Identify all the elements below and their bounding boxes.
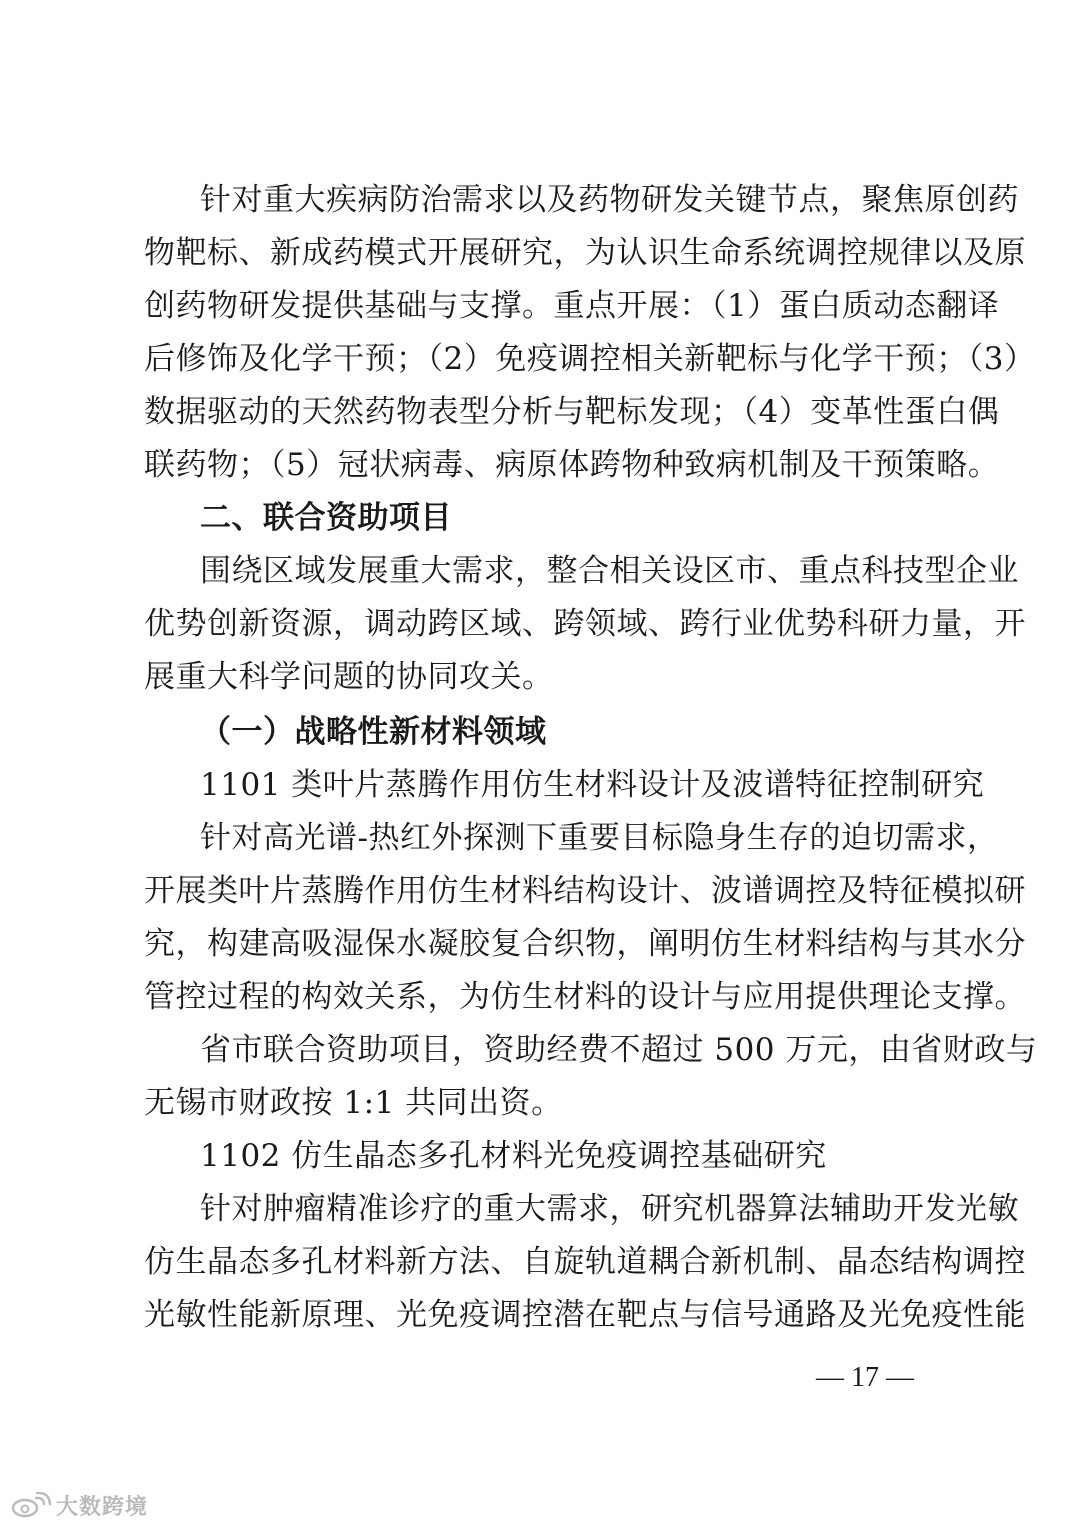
paragraph-line: 究，构建高吸湿保水凝胶复合织物，阐明仿生材料结构与其水分 [144,926,1026,962]
paragraph-line: 后修饰及化学干预；（2）免疫调控相关新靶标与化学干预；（3） [144,341,1036,377]
paragraph-line: 围绕区域发展重大需求，整合相关设区市、重点科技型企业 [200,553,1019,589]
watermark-text: 大数跨境 [56,1494,149,1520]
paragraph-line: 针对重大疾病防治需求以及药物研发关键节点，聚焦原创药 [200,182,1019,218]
paragraph-line: 优势创新资源，调动跨区域、跨领域、跨行业优势科研力量，开 [144,606,1026,642]
paragraph-line: 光敏性能新原理、光免疫调控潜在靶点与信号通路及光免疫性能 [144,1297,1026,1333]
watermark [10,1490,148,1520]
paragraph-line: 开展类叶片蒸腾作用仿生材料结构设计、波谱调控及特征模拟研 [144,873,1026,909]
weibo-icon [10,1492,52,1518]
paragraph-line: 创药物研发提供基础与支撑。重点开展：（1）蛋白质动态翻译 [144,288,1000,324]
project-title: 1101 类叶片蒸腾作用仿生材料设计及波谱特征控制研究 [200,767,985,803]
paragraph-line: 展重大科学问题的协同攻关。 [144,659,554,695]
paragraph-line: 无锡市财政按 1:1 共同出资。 [144,1085,563,1121]
page-number: — 17 — [816,1362,914,1393]
subsection-heading: （一）战略性新材料领域 [200,714,547,750]
paragraph-line: 针对肿瘤精准诊疗的重大需求，研究机器算法辅助开发光敏 [200,1191,1019,1227]
paragraph-line: 仿生晶态多孔材料新方法、自旋轨道耦合新机制、晶态结构调控 [144,1244,1026,1280]
project-title: 1102 仿生晶态多孔材料光免疫调控基础研究 [200,1138,827,1174]
paragraph-line: 管控过程的构效关系，为仿生材料的设计与应用提供理论支撑。 [144,979,1026,1015]
paragraph-line: 物靶标、新成药模式开展研究，为认识生命系统调控规律以及原 [144,235,1026,271]
paragraph-line: 联药物；（5）冠状病毒、病原体跨物种致病机制及干预策略。 [144,447,1000,483]
section-heading: 二、联合资助项目 [200,500,452,536]
paragraph-line: 省市联合资助项目，资助经费不超过 500 万元，由省财政与 [200,1032,1038,1068]
paragraph-line: 数据驱动的天然药物表型分析与靶标发现；（4）变革性蛋白偶 [144,394,1000,430]
paragraph-line: 针对高光谱-热红外探测下重要目标隐身生存的迫切需求， [200,820,999,856]
